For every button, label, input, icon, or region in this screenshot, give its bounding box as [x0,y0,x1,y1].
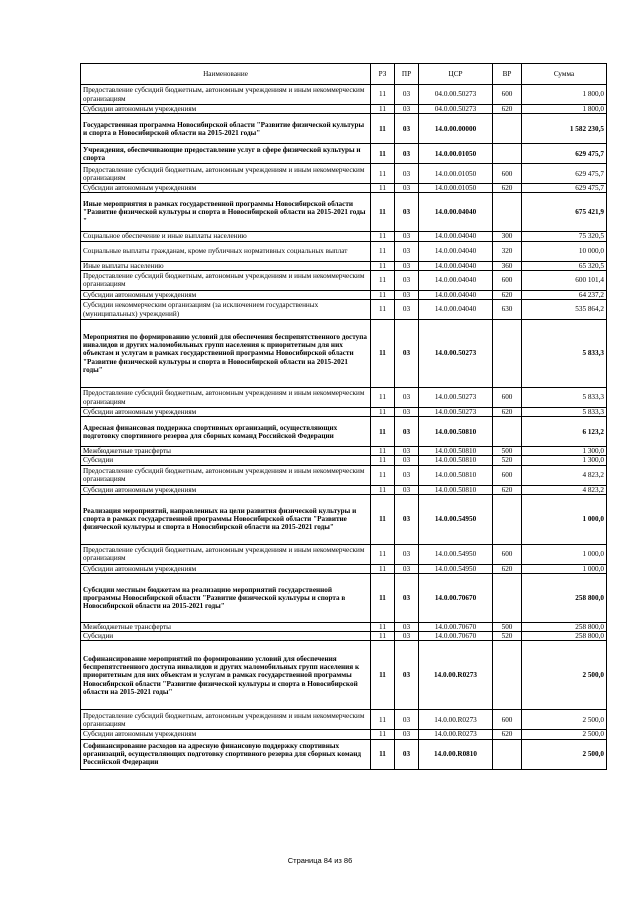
cell-pr: 03 [395,408,419,417]
table-row [81,494,607,544]
cell-sum: 2 500,0 [522,739,607,769]
cell-pr: 03 [395,544,419,564]
cell-name: Мероприятия по формированию условий для обеспечения беспрепятственного доступа инвалидов и других маломобильных групп населения к приоритетным для них объектам и услугам в рамках государственной программы Новосибирской области "Развитие физической культуры и спорта в Новосибирской области на 2015-2021 годы" [81,320,371,388]
cell-csr: 14.0.00.70670 [419,623,493,632]
cell-name: Учреждения, обеспечивающие предоставление услуг в сфере физической культуры и спорта [81,144,371,164]
cell-csr: 14.0.00.70670 [419,574,493,623]
cell-rz: 11 [371,544,395,564]
header-csr: ЦСР [419,64,493,85]
table-row [81,417,607,447]
cell-vr [493,494,522,544]
cell-pr: 03 [395,232,419,241]
cell-name: Межбюджетные трансферты [81,623,371,632]
cell-csr: 14.0.00.54950 [419,494,493,544]
cell-sum: 629 475,7 [522,184,607,193]
table-row [81,164,607,184]
cell-pr: 03 [395,739,419,769]
cell-name: Социальные выплаты гражданам, кроме публичных нормативных социальных выплат [81,241,371,261]
cell-rz: 11 [371,320,395,388]
cell-vr: 500 [493,447,522,456]
cell-vr: 320 [493,241,522,261]
cell-rz: 11 [371,241,395,261]
cell-pr: 03 [395,184,419,193]
cell-rz: 11 [371,710,395,730]
table-row [81,232,607,241]
cell-vr [493,574,522,623]
cell-pr: 03 [395,641,419,710]
cell-sum: 675 421,9 [522,193,607,232]
table-row [81,320,607,388]
cell-csr: 04.0.00.50273 [419,85,493,105]
table-row [81,632,607,641]
cell-vr [493,417,522,447]
cell-csr: 14.0.00.50273 [419,388,493,408]
table-row [81,300,607,320]
cell-sum: 258 800,0 [522,632,607,641]
cell-pr: 03 [395,144,419,164]
table-row [81,739,607,769]
cell-pr: 03 [395,710,419,730]
table-row [81,193,607,232]
cell-pr: 03 [395,574,419,623]
cell-sum: 10 000,0 [522,241,607,261]
cell-vr: 600 [493,388,522,408]
table-row [81,114,607,144]
cell-csr: 14.0.00.04040 [419,270,493,290]
cell-name: Субсидии автономным учреждениям [81,408,371,417]
cell-vr: 620 [493,485,522,494]
cell-csr: 14.0.00.04040 [419,300,493,320]
cell-csr: 14.0.00.01050 [419,184,493,193]
cell-name: Предоставление субсидий бюджетным, автономным учреждениям и иным некоммерческим организациям [81,164,371,184]
table-row [81,447,607,456]
table-row [81,641,607,710]
cell-csr: 14.0.00.R0810 [419,739,493,769]
cell-vr: 620 [493,408,522,417]
cell-name: Субсидии [81,632,371,641]
cell-vr: 520 [493,456,522,465]
cell-vr: 600 [493,465,522,485]
cell-csr: 14.0.00.50273 [419,320,493,388]
cell-rz: 11 [371,465,395,485]
cell-rz: 11 [371,447,395,456]
cell-csr: 14.0.00.50810 [419,447,493,456]
table-row [81,261,607,270]
cell-name: Предоставление субсидий бюджетным, автономным учреждениям и иным некоммерческим организациям [81,710,371,730]
table-row [81,241,607,261]
header-pr: ПР [395,64,419,85]
header-rz: РЗ [371,64,395,85]
cell-pr: 03 [395,193,419,232]
cell-pr: 03 [395,564,419,573]
cell-name: Субсидии [81,456,371,465]
cell-name: Социальное обеспечение и иные выплаты населению [81,232,371,241]
cell-csr: 14.0.00.54950 [419,564,493,573]
cell-csr: 14.0.00.01050 [419,164,493,184]
cell-sum: 4 823,2 [522,485,607,494]
cell-vr: 620 [493,730,522,739]
cell-csr: 14.0.00.04040 [419,193,493,232]
cell-sum: 75 320,5 [522,232,607,241]
cell-csr: 14.0.00.50810 [419,456,493,465]
cell-sum: 65 320,5 [522,261,607,270]
cell-pr: 03 [395,85,419,105]
cell-name: Софинансирование расходов на адресную финансовую поддержку спортивных организаций, осуществляющих подготовку спортивного резерва для сборных команд Российской Федерации [81,739,371,769]
cell-name: Субсидии автономным учреждениям [81,730,371,739]
cell-rz: 11 [371,193,395,232]
cell-pr: 03 [395,417,419,447]
cell-name: Предоставление субсидий бюджетным, автономным учреждениям и иным некоммерческим организациям [81,85,371,105]
cell-csr: 14.0.00.R0273 [419,710,493,730]
cell-sum: 5 833,3 [522,320,607,388]
cell-name: Субсидии автономным учреждениям [81,564,371,573]
cell-sum: 535 864,2 [522,300,607,320]
cell-name: Предоставление субсидий бюджетным, автономным учреждениям и иным некоммерческим организациям [81,544,371,564]
cell-rz: 11 [371,85,395,105]
cell-pr: 03 [395,388,419,408]
cell-rz: 11 [371,261,395,270]
table-row [81,105,607,114]
cell-vr: 600 [493,544,522,564]
cell-sum: 1 000,0 [522,494,607,544]
table-row [81,564,607,573]
cell-sum: 1 300,0 [522,456,607,465]
cell-sum: 5 833,3 [522,388,607,408]
table-row [81,485,607,494]
cell-rz: 11 [371,485,395,494]
cell-sum: 1 800,0 [522,85,607,105]
cell-pr: 03 [395,456,419,465]
cell-rz: 11 [371,290,395,299]
table-row [81,290,607,299]
cell-rz: 11 [371,641,395,710]
cell-rz: 11 [371,564,395,573]
cell-rz: 11 [371,144,395,164]
cell-sum: 6 123,2 [522,417,607,447]
header-sum: Сумма [522,64,607,85]
page-number: Страница 84 из 86 [287,856,353,865]
cell-sum: 2 500,0 [522,730,607,739]
cell-pr: 03 [395,465,419,485]
table-header-row [81,64,607,85]
cell-rz: 11 [371,623,395,632]
table-row [81,623,607,632]
cell-vr [493,739,522,769]
cell-vr: 500 [493,623,522,632]
cell-sum: 600 101,4 [522,270,607,290]
table-row [81,184,607,193]
table-row [81,408,607,417]
cell-sum: 258 800,0 [522,623,607,632]
cell-pr: 03 [395,485,419,494]
cell-pr: 03 [395,105,419,114]
cell-vr [493,193,522,232]
cell-csr: 14.0.00.50810 [419,465,493,485]
table-row [81,465,607,485]
cell-name: Реализация мероприятий, направленных на цели развития физической культуры и спорта в рамках государственной программы Новосибирской области "Развитие физической культуры и спорта в Новосибирской области на 2015-2021 годы" [81,494,371,544]
cell-csr: 14.0.00.R0273 [419,641,493,710]
cell-pr: 03 [395,261,419,270]
cell-csr: 14.0.00.04040 [419,241,493,261]
cell-pr: 03 [395,632,419,641]
cell-vr: 630 [493,300,522,320]
cell-rz: 11 [371,164,395,184]
cell-name: Субсидии автономным учреждениям [81,290,371,299]
cell-rz: 11 [371,739,395,769]
cell-pr: 03 [395,164,419,184]
cell-rz: 11 [371,184,395,193]
budget-table [80,63,607,770]
cell-name: Субсидии некоммерческим организациям (за исключением государственных (муниципальных) учреждений) [81,300,371,320]
cell-sum: 4 823,2 [522,465,607,485]
cell-rz: 11 [371,408,395,417]
cell-name: Субсидии местным бюджетам на реализацию мероприятий государственной программы Новосибирской области "Развитие физической культуры и спорта в Новосибирской области на 2015-2021 годы" [81,574,371,623]
cell-pr: 03 [395,114,419,144]
table-row [81,574,607,623]
cell-csr: 14.0.00.50273 [419,408,493,417]
cell-sum: 2 500,0 [522,641,607,710]
cell-name: Предоставление субсидий бюджетным, автономным учреждениям и иным некоммерческим организациям [81,465,371,485]
cell-vr: 620 [493,105,522,114]
cell-sum: 1 582 230,5 [522,114,607,144]
cell-name: Предоставление субсидий бюджетным, автономным учреждениям и иным некоммерческим организациям [81,270,371,290]
cell-vr: 520 [493,632,522,641]
cell-pr: 03 [395,320,419,388]
cell-name: Предоставление субсидий бюджетным, автономным учреждениям и иным некоммерческим организациям [81,388,371,408]
cell-rz: 11 [371,388,395,408]
cell-name: Иные выплаты населению [81,261,371,270]
table-row [81,710,607,730]
cell-csr: 14.0.00.70670 [419,632,493,641]
header-name: Наименование [81,64,371,85]
cell-sum: 1 000,0 [522,544,607,564]
cell-csr: 14.0.00.R0273 [419,730,493,739]
cell-csr: 04.0.00.50273 [419,105,493,114]
cell-vr: 600 [493,85,522,105]
table-row [81,144,607,164]
cell-sum: 629 475,7 [522,164,607,184]
cell-vr [493,320,522,388]
table-row [81,388,607,408]
cell-csr: 14.0.00.50810 [419,417,493,447]
table-row [81,85,607,105]
table-row [81,270,607,290]
table-row [81,544,607,564]
cell-vr: 300 [493,232,522,241]
cell-rz: 11 [371,300,395,320]
cell-vr [493,641,522,710]
cell-csr: 14.0.00.54950 [419,544,493,564]
cell-pr: 03 [395,730,419,739]
cell-sum: 1 800,0 [522,105,607,114]
cell-vr: 600 [493,710,522,730]
cell-rz: 11 [371,114,395,144]
table-row [81,456,607,465]
cell-rz: 11 [371,270,395,290]
cell-name: Межбюджетные трансферты [81,447,371,456]
header-vr: ВР [493,64,522,85]
cell-vr: 620 [493,290,522,299]
cell-rz: 11 [371,730,395,739]
cell-vr: 600 [493,164,522,184]
cell-name: Адресная финансовая поддержка спортивных организаций, осуществляющих подготовку спортивного резерва для сборных команд Российской Федерации [81,417,371,447]
cell-sum: 1 000,0 [522,564,607,573]
cell-pr: 03 [395,623,419,632]
cell-pr: 03 [395,494,419,544]
cell-pr: 03 [395,447,419,456]
cell-rz: 11 [371,494,395,544]
cell-rz: 11 [371,232,395,241]
cell-sum: 64 237,2 [522,290,607,299]
cell-pr: 03 [395,241,419,261]
cell-pr: 03 [395,290,419,299]
cell-name: Иные мероприятия в рамках государственной программы Новосибирской области "Развитие физической культуры и спорта в Новосибирской области на 2015-2021 годы " [81,193,371,232]
cell-vr [493,144,522,164]
cell-vr: 360 [493,261,522,270]
cell-name: Софинансирование мероприятий по формированию условий для обеспечения беспрепятственного доступа инвалидов и других маломобильных групп населения к приоритетным для них объектам и услугам в рамках государственной программы Новосибирской области "Развитие физической культуры и спорта в Новосибирской области на 2015-2021 годы" [81,641,371,710]
cell-pr: 03 [395,300,419,320]
cell-rz: 11 [371,632,395,641]
cell-rz: 11 [371,574,395,623]
cell-name: Субсидии автономным учреждениям [81,485,371,494]
cell-csr: 14.0.00.00000 [419,114,493,144]
cell-sum: 1 300,0 [522,447,607,456]
cell-sum: 2 500,0 [522,710,607,730]
cell-rz: 11 [371,456,395,465]
cell-rz: 11 [371,105,395,114]
cell-csr: 14.0.00.04040 [419,232,493,241]
cell-sum: 258 800,0 [522,574,607,623]
cell-vr [493,114,522,144]
cell-csr: 14.0.00.50810 [419,485,493,494]
cell-csr: 14.0.00.01050 [419,144,493,164]
cell-sum: 5 833,3 [522,408,607,417]
table-row [81,730,607,739]
cell-csr: 14.0.00.04040 [419,261,493,270]
cell-name: Субсидии автономным учреждениям [81,184,371,193]
cell-rz: 11 [371,417,395,447]
cell-name: Субсидии автономным учреждениям [81,105,371,114]
cell-pr: 03 [395,270,419,290]
table-body [81,85,607,770]
cell-sum: 629 475,7 [522,144,607,164]
cell-vr: 600 [493,270,522,290]
cell-vr: 620 [493,184,522,193]
cell-vr: 620 [493,564,522,573]
cell-name: Государственная программа Новосибирской области "Развитие физической культуры и спорта в Новосибирской области на 2015-2021 годы" [81,114,371,144]
cell-csr: 14.0.00.04040 [419,290,493,299]
